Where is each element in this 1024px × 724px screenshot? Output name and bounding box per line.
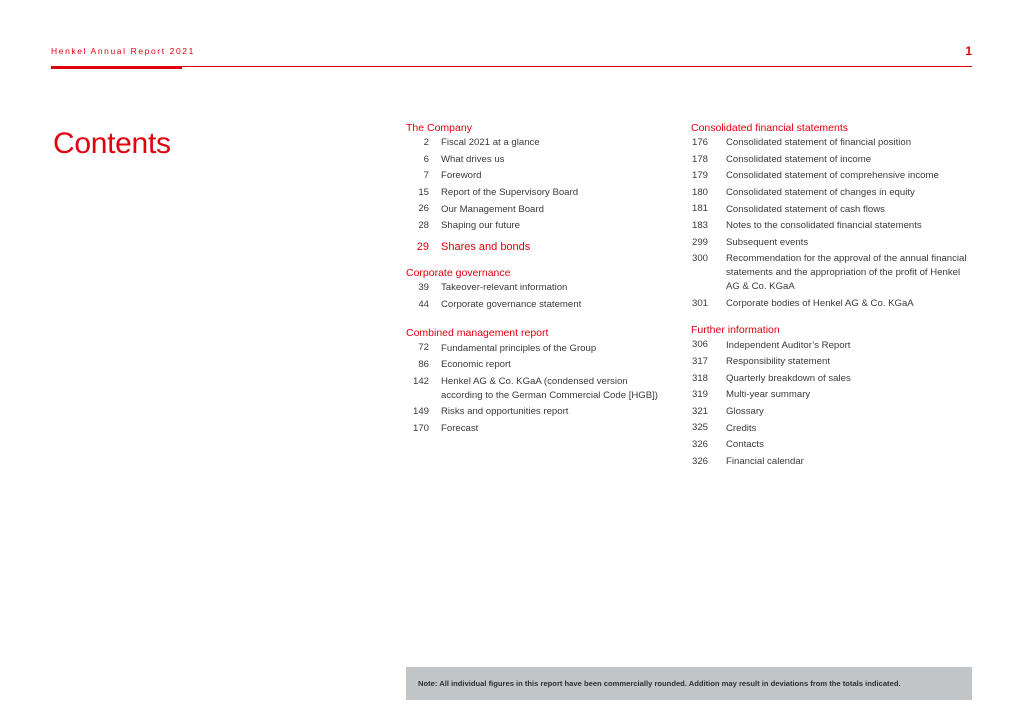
toc-entry[interactable] [691, 152, 971, 169]
toc-entry[interactable] [691, 354, 971, 371]
toc-entry[interactable] [406, 185, 666, 202]
toc-text: Report of the Supervisory Board [441, 187, 579, 199]
toc-text: Corporate bodies of Henkel AG & Co. KGaA [726, 298, 914, 310]
toc-entry[interactable] [691, 235, 971, 252]
toc-text: Corporate governance statement [441, 299, 582, 311]
toc-text: Forecast [441, 423, 479, 435]
toc-page: 86 [418, 358, 429, 370]
toc-page: 180 [691, 186, 708, 198]
toc-page: 299 [691, 236, 708, 248]
toc-text: Independent Auditor’s Report [726, 339, 851, 351]
toc-entry[interactable] [406, 374, 666, 405]
toc-entry-shares[interactable] [406, 239, 666, 256]
toc-text: Multi-year summary [726, 389, 811, 401]
toc-entry[interactable] [691, 387, 971, 404]
toc-page: 321 [691, 405, 708, 417]
toc-entry[interactable] [691, 420, 971, 437]
toc-page: 318 [691, 372, 708, 384]
toc-page: 170 [412, 422, 429, 434]
toc-entry[interactable] [406, 421, 666, 438]
toc-page: 325 [691, 422, 708, 434]
toc-entry[interactable] [406, 201, 666, 218]
section-title-management[interactable]: Combined management report [406, 327, 549, 340]
toc-page: 176 [691, 137, 708, 148]
toc-page: 326 [691, 455, 708, 467]
toc-page: 149 [412, 406, 429, 418]
toc-text: Financial calendar [726, 455, 804, 467]
toc-entry[interactable] [406, 218, 666, 235]
toc-page: 26 [418, 203, 429, 215]
toc-entry[interactable] [691, 404, 971, 421]
toc-text: Shaping our future [441, 220, 520, 232]
toc-entry[interactable] [691, 454, 971, 471]
toc-page: 7 [423, 170, 429, 182]
toc-left-column [406, 121, 666, 437]
toc-text: Fundamental principles of the Group [441, 342, 597, 354]
toc-entry[interactable] [406, 357, 666, 374]
toc-page: 2 [423, 137, 429, 148]
toc-entry[interactable] [406, 152, 666, 169]
toc-page: 181 [691, 203, 708, 215]
toc-entry[interactable] [691, 251, 971, 296]
toc-text: Shares and bonds [441, 240, 531, 253]
toc-text: Subsequent events [726, 236, 809, 248]
toc-entry[interactable] [406, 404, 666, 421]
toc-page: 29 [416, 240, 429, 253]
toc-page: 39 [418, 282, 429, 294]
rounding-note: Note: All individual figures in this report have been commercially rounded. Addition may result in deviations from the totals indicated. [406, 667, 972, 700]
toc-text: Consolidated statement of changes in equity [726, 187, 915, 199]
toc-text: Quarterly breakdown of sales [726, 372, 851, 384]
toc-text: Takeover-relevant information [441, 282, 568, 294]
toc-entry[interactable] [406, 280, 666, 297]
toc-entry[interactable] [691, 337, 971, 354]
toc-text: Recommendation for the approval of the annual financial statements and the appropriation of the profit of Henkel AG & Co. KGaA [726, 253, 967, 293]
toc-text: Responsibility statement [726, 356, 830, 368]
toc-entry[interactable] [691, 218, 971, 235]
toc-text: Notes to the consolidated financial statements [726, 220, 922, 232]
toc-entry[interactable] [691, 296, 971, 313]
toc-page: 44 [418, 298, 429, 310]
toc-text: Credits [726, 422, 757, 434]
page-number: 1 [965, 44, 972, 58]
toc-entry[interactable] [406, 297, 666, 314]
toc-entry[interactable] [691, 437, 971, 454]
toc-entry[interactable] [406, 340, 666, 357]
toc-page: 300 [691, 253, 708, 265]
toc-text: Fiscal 2021 at a glance [441, 137, 540, 149]
section-title-governance[interactable]: Corporate governance [406, 267, 511, 280]
toc-page: 28 [418, 219, 429, 231]
toc-page: 183 [691, 219, 708, 231]
toc-entry[interactable] [691, 135, 971, 152]
toc-page: 306 [691, 339, 708, 351]
section-title-financials[interactable]: Consolidated financial statements [691, 122, 849, 134]
toc-text: Henkel AG & Co. KGaA (condensed version according to the German Commercial Code [HGB]) [441, 375, 659, 401]
header-accent-bar [51, 66, 182, 69]
toc-text: Consolidated statement of financial position [726, 137, 912, 149]
toc-page: 142 [412, 375, 429, 387]
section-title-company[interactable]: The Company [406, 122, 472, 134]
toc-page: 319 [691, 389, 708, 401]
toc-entry[interactable] [691, 185, 971, 202]
toc-page: 72 [418, 342, 429, 354]
toc-text: Contacts [726, 439, 764, 451]
toc-text: Consolidated statement of cash flows [726, 203, 885, 215]
toc-page: 301 [691, 297, 708, 309]
toc-page: 6 [423, 153, 429, 165]
page-title: Contents [53, 127, 171, 160]
header-divider [51, 66, 972, 67]
toc-entry[interactable] [406, 135, 666, 152]
toc-text: Glossary [726, 406, 764, 418]
section-title-further[interactable]: Further information [691, 324, 780, 337]
toc-right-column [691, 121, 971, 470]
toc-entry[interactable] [691, 371, 971, 388]
toc-entry[interactable] [691, 201, 971, 218]
toc-text: Risks and opportunities report [441, 406, 569, 418]
toc-page: 326 [691, 438, 708, 450]
toc-text: Economic report [441, 359, 511, 371]
toc-text: Consolidated statement of income [726, 153, 872, 165]
toc-entry[interactable] [406, 168, 666, 185]
toc-text: Foreword [441, 170, 482, 182]
toc-text: What drives us [441, 153, 505, 165]
report-title: Henkel Annual Report 2021 [51, 46, 195, 56]
toc-page: 179 [691, 170, 708, 182]
toc-page: 15 [418, 186, 429, 198]
toc-page: 317 [691, 355, 708, 367]
toc-text: Our Management Board [441, 203, 544, 215]
toc-entry[interactable] [691, 168, 971, 185]
toc-page: 178 [691, 153, 708, 165]
toc-text: Consolidated statement of comprehensive income [726, 170, 939, 182]
